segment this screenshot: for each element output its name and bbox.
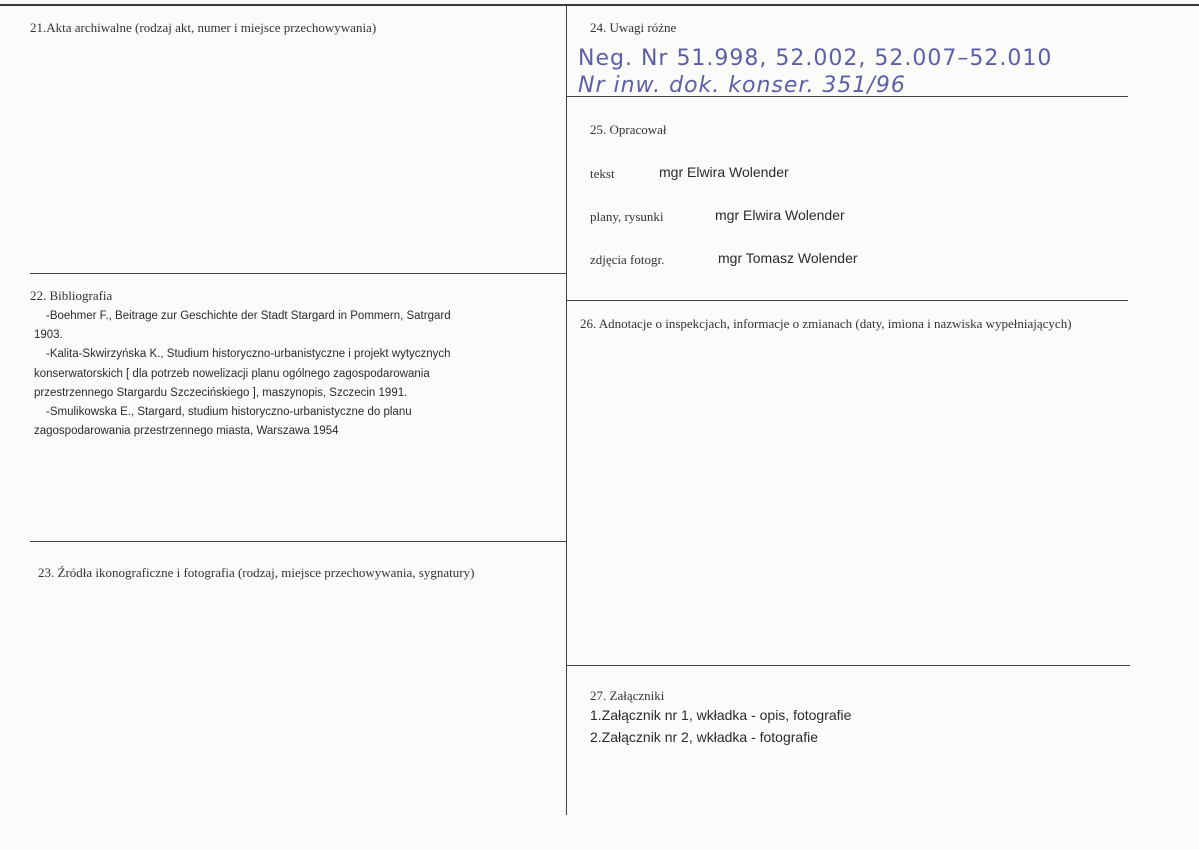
author-photos-label: zdjęcia fotogr. [590, 252, 665, 267]
author-plans-value: mgr Elwira Wolender [715, 207, 845, 223]
section-24-title: 24. Uwagi różne [590, 20, 677, 35]
author-text-label: tekst [590, 166, 615, 181]
bibliography-line: 1903. [34, 329, 63, 342]
handwritten-inventory-number: Nr inw. dok. konser. 351/96 [578, 73, 906, 98]
bibliography-line: -Boehmer F., Beitrage zur Geschichte der Stadt Stargard in Pommern, Satrgard [46, 310, 451, 322]
section-21-title: 21.Akta archiwalne (rodzaj akt, numer i miejsce przechowywania) [30, 20, 377, 35]
attachment-item: 1.Załącznik nr 1, wkładka - opis, fotografie [590, 707, 852, 723]
attachment-item: 2.Załącznik nr 2, wkładka - fotografie [590, 729, 818, 745]
section-25-title: 25. Opracował [590, 122, 667, 137]
author-photos-value: mgr Tomasz Wolender [718, 250, 858, 266]
section-27-title: 27. Załączniki [590, 688, 665, 703]
handwritten-negative-numbers: Neg. Nr 51.998, 52.002, 52.007–52.010 [578, 46, 1053, 71]
rule-26-27 [566, 665, 1130, 666]
bibliography-line: konserwatorskich [ dla potrzeb nowelizacji planu ogólnego zagospodarowania [34, 367, 430, 380]
bibliography-line: -Kalita-Skwirzyńska K., Studium historyczno-urbanistyczne i projekt wytycznych [46, 348, 451, 361]
rule-21-22 [30, 273, 566, 274]
author-text-value: mgr Elwira Wolender [659, 164, 789, 180]
bibliography-list [34, 307, 514, 441]
rule-22-23 [30, 541, 566, 542]
section-23-title: 23. Źródła ikonograficzne i fotografia (rodzaj, miejsce przechowywania, sygnatury) [38, 565, 475, 580]
rule-25-26 [566, 300, 1128, 301]
bibliography-line: zagospodarowania przestrzennego miasta, Warszawa 1954 [34, 425, 339, 438]
bibliography-line: -Smulikowska E., Stargard, studium historyczno-urbanistyczne do planu [46, 406, 412, 419]
top-border [0, 4, 1199, 6]
section-26-title: 26. Adnotacje o inspekcjach, informacje o zmianach (daty, imiona i nazwiska wypełniających) [580, 316, 1072, 331]
bibliography-line: przestrzennego Stargardu Szczecińskiego ], maszynopis, Szczecin 1991. [34, 386, 408, 399]
section-22-title: 22. Bibliografia [30, 288, 113, 303]
author-plans-label: plany, rysunki [590, 209, 664, 224]
column-divider [566, 5, 567, 815]
